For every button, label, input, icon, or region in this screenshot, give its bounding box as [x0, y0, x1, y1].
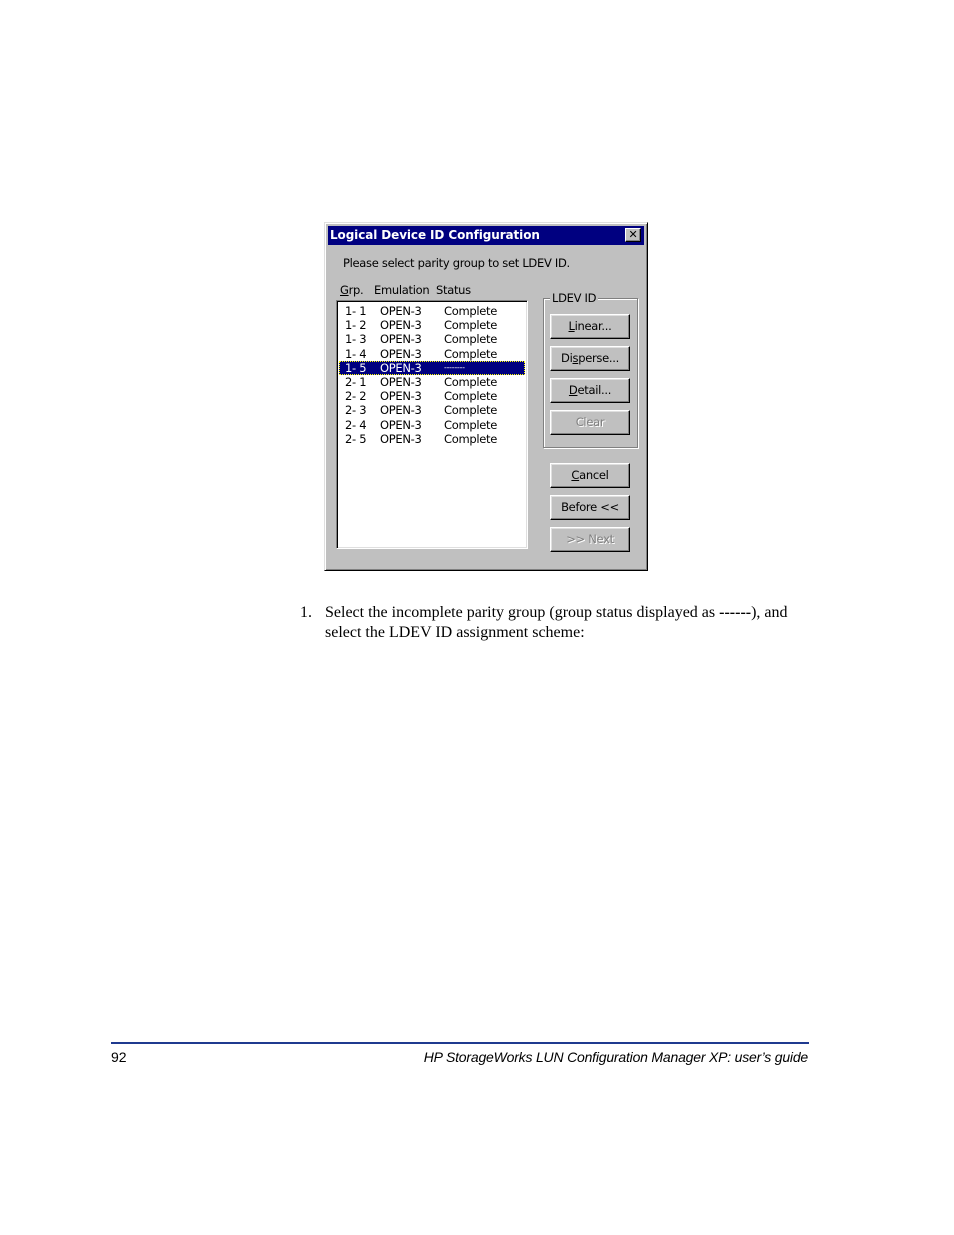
dialog-title-bar[interactable]	[328, 226, 644, 245]
list-item[interactable]	[339, 432, 525, 446]
list-item[interactable]	[339, 347, 525, 361]
parity-group-list[interactable]	[336, 300, 528, 549]
linear-button[interactable]: Linear...	[550, 314, 630, 339]
next-button[interactable]: >> Next	[550, 527, 630, 552]
cancel-button[interactable]: Cancel	[550, 463, 630, 488]
row-emulation: OPEN-3	[380, 389, 422, 404]
row-status: Complete	[444, 417, 498, 432]
row-status: Complete	[444, 318, 498, 333]
step-text	[325, 603, 820, 643]
list-item[interactable]	[339, 304, 525, 318]
row-grp: 2- 2	[345, 389, 367, 404]
row-grp: 2- 1	[345, 374, 367, 389]
list-item[interactable]	[339, 375, 525, 389]
list-item[interactable]	[339, 332, 525, 346]
row-emulation: OPEN-3	[380, 431, 422, 446]
row-grp: 2- 5	[345, 431, 367, 446]
row-status: Complete	[444, 374, 498, 389]
step-text-after: ), and select the LDEV ID assignment scheme:	[325, 604, 788, 641]
guide-title: HP StorageWorks LUN Configuration Manager XP: user’s guide	[423, 1049, 808, 1065]
page-number: 92	[111, 1049, 127, 1065]
row-grp: 2- 3	[345, 403, 367, 418]
row-grp: 1- 1	[345, 304, 367, 318]
row-status: --------	[444, 362, 465, 372]
row-status: Complete	[444, 431, 498, 446]
row-emulation: OPEN-3	[380, 346, 422, 361]
list-item-selected[interactable]	[339, 361, 525, 375]
row-emulation: OPEN-3	[380, 403, 422, 418]
row-emulation: OPEN-3	[380, 318, 422, 333]
row-status: Complete	[444, 304, 498, 318]
instruction-step	[300, 603, 820, 643]
step-text-before: Select the incomplete parity group (group status displayed as	[325, 604, 720, 621]
list-item[interactable]	[339, 403, 525, 417]
linear-button-label: inear...	[574, 319, 612, 333]
step-status-marker: ------	[719, 604, 752, 621]
row-grp: 1- 4	[345, 346, 367, 361]
row-grp: 2- 4	[345, 417, 367, 432]
row-status: Complete	[444, 403, 498, 418]
list-item[interactable]	[339, 318, 525, 332]
column-header-status: Status	[436, 283, 471, 297]
close-icon[interactable]: ✕	[625, 228, 641, 242]
step-number: 1.	[300, 604, 312, 621]
row-status: Complete	[444, 332, 498, 347]
row-status: Complete	[444, 389, 498, 404]
dialog-prompt: Please select parity group to set LDEV ID.	[343, 256, 570, 270]
disperse-button[interactable]: Disperse...	[550, 346, 630, 371]
row-grp: 1- 3	[345, 332, 367, 347]
column-header-emulation: Emulation	[374, 283, 430, 297]
list-item[interactable]	[339, 389, 525, 403]
row-emulation: OPEN-3	[380, 417, 422, 432]
row-emulation: OPEN-3	[380, 332, 422, 347]
list-item[interactable]	[339, 418, 525, 432]
before-button[interactable]: Before <<	[550, 495, 630, 520]
row-status: Complete	[444, 346, 498, 361]
clear-button[interactable]: Clear	[550, 410, 630, 435]
row-emulation: OPEN-3	[380, 374, 422, 389]
row-grp: 1- 5	[345, 360, 367, 375]
dialog-title: Logical Device ID Configuration	[330, 228, 540, 242]
ldev-config-dialog	[324, 222, 648, 571]
row-grp: 1- 2	[345, 318, 367, 333]
ldev-id-group-label: LDEV ID	[552, 291, 597, 305]
detail-button[interactable]: Detail...	[550, 378, 630, 403]
row-emulation: OPEN-3	[380, 304, 422, 318]
column-header-grp: Grp.	[340, 283, 364, 297]
row-emulation: OPEN-3	[380, 360, 422, 375]
footer-rule	[111, 1042, 809, 1044]
